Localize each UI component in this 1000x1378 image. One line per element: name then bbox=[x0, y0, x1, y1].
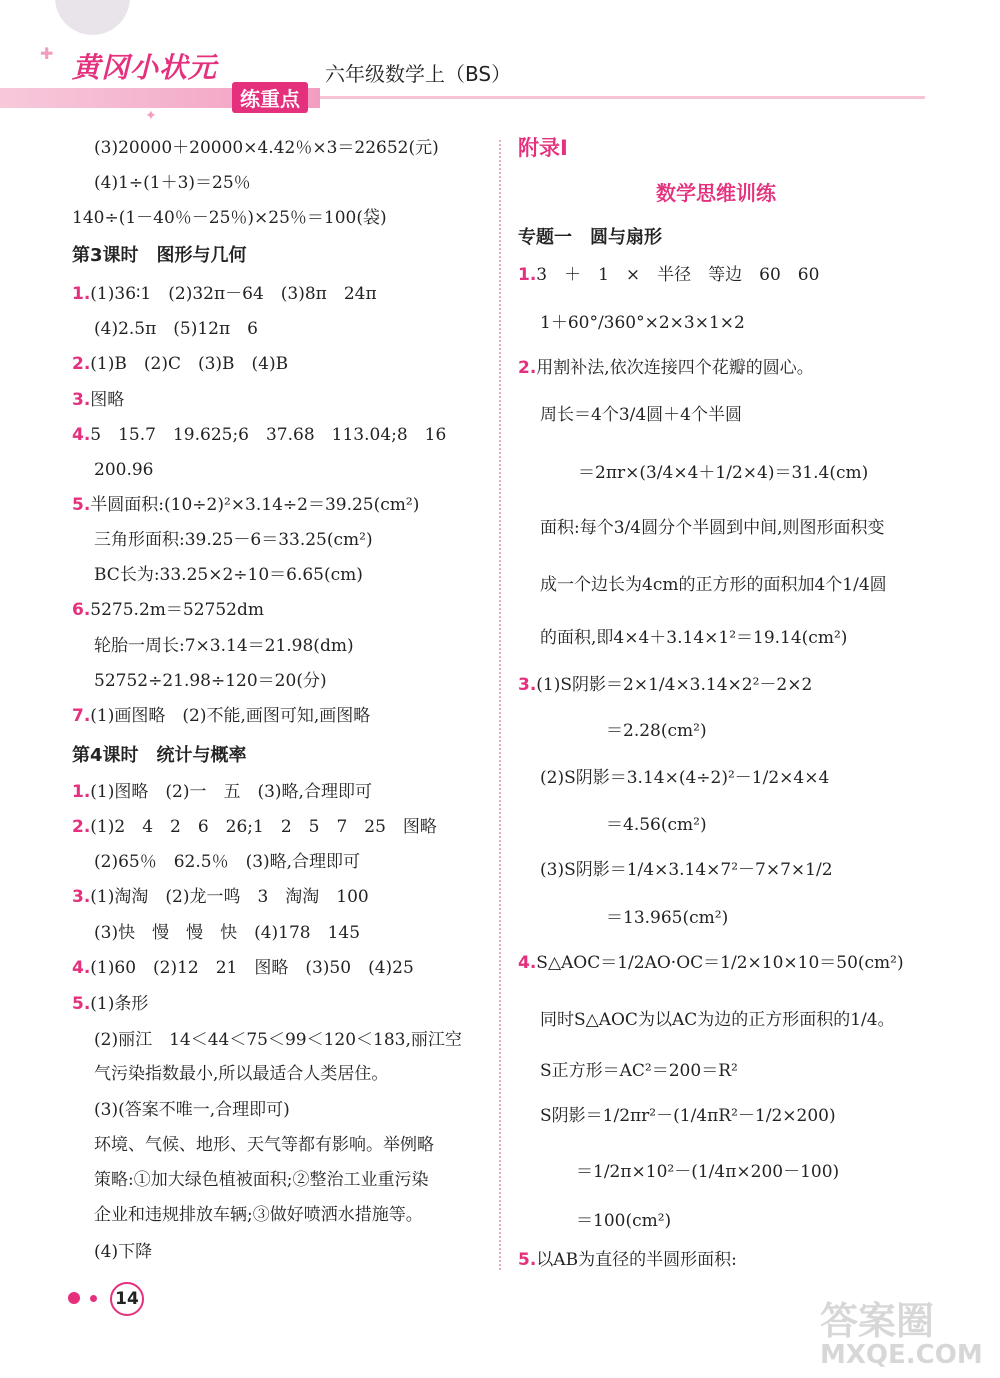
dot-icon bbox=[90, 1295, 97, 1302]
section-heading: 第4课时 统计与概率 bbox=[72, 745, 247, 766]
answer-line: (3)快 慢 慢 快 (4)178 145 bbox=[94, 923, 361, 943]
answer-text: S△AOC＝1/2AO·OC＝1/2×10×10＝50(cm²) bbox=[536, 953, 904, 973]
answer-line: (2)丽江 14＜44＜75＜99＜120＜183,丽江空 bbox=[94, 1030, 462, 1050]
answer-item bbox=[72, 495, 419, 515]
question-number: 4. bbox=[518, 953, 537, 973]
question-number: 3. bbox=[518, 675, 537, 695]
question-number: 1. bbox=[72, 782, 91, 802]
question-number: 1. bbox=[518, 265, 537, 285]
section-heading: 第3课时 图形与几何 bbox=[72, 245, 247, 266]
answer-line: (4)下降 bbox=[94, 1242, 153, 1262]
answer-line: 环境、气候、地形、天气等都有影响。举例略 bbox=[94, 1135, 434, 1155]
section-heading: 专题一 圆与扇形 bbox=[518, 227, 662, 248]
question-number: 2. bbox=[72, 354, 91, 374]
answer-item bbox=[72, 354, 288, 374]
answer-line: 气污染指数最小,所以最适合人类居住。 bbox=[94, 1064, 389, 1084]
question-number: 5. bbox=[518, 1250, 537, 1270]
answer-line: 成一个边长为4cm的正方形的面积加4个1/4圆 bbox=[540, 575, 887, 595]
logo-subtitle: 练重点 bbox=[232, 82, 308, 113]
answer-text: 以AB为直径的半圆形面积: bbox=[536, 1250, 737, 1270]
watermark-url: MXQE.COM bbox=[820, 1340, 983, 1370]
page-header bbox=[0, 0, 1000, 130]
answer-line: BC长为:33.25×2÷10＝6.65(cm) bbox=[94, 565, 363, 585]
column-divider bbox=[499, 140, 501, 1270]
question-number: 4. bbox=[72, 958, 91, 978]
answer-text: 5 15.7 19.625;6 37.68 113.04;8 16 bbox=[90, 425, 447, 445]
answer-line: ＝13.965(cm²) bbox=[606, 908, 729, 928]
answer-line: 面积:每个3/4圆分个半圆到中间,则图形面积变 bbox=[540, 518, 885, 538]
answer-text: 用割补法,依次连接四个花瓣的圆心。 bbox=[536, 358, 814, 378]
answer-text: 3 ＋ 1 × 半径 等边 60 60 bbox=[536, 265, 820, 285]
answer-text: (1)36∶1 (2)32π－64 (3)8π 24π bbox=[90, 284, 377, 304]
question-number: 4. bbox=[72, 425, 91, 445]
answer-item bbox=[72, 958, 414, 978]
answer-text: 图略 bbox=[90, 390, 125, 410]
answer-line: 同时S△AOC为以AC为边的正方形面积的1/4。 bbox=[540, 1010, 895, 1030]
question-number: 6. bbox=[72, 600, 91, 620]
answer-line: S阴影＝1/2πr²－(1/4πR²－1/2×200) bbox=[540, 1106, 836, 1126]
answer-text: (1)条形 bbox=[90, 994, 149, 1014]
answer-item bbox=[72, 817, 437, 837]
answer-line: 52752÷21.98÷120＝20(分) bbox=[94, 671, 327, 691]
answer-line: 企业和违规排放车辆;③做好喷洒水措施等。 bbox=[94, 1205, 423, 1225]
answer-line: 轮胎一周长:7×3.14＝21.98(dm) bbox=[94, 636, 354, 656]
appendix-title: 附录Ⅰ bbox=[518, 136, 568, 160]
answer-line: ＝2.28(cm²) bbox=[606, 721, 707, 741]
question-number: 1. bbox=[72, 284, 91, 304]
answer-line: ＝100(cm²) bbox=[576, 1211, 672, 1231]
answer-line: 的面积,即4×4＋3.14×1²＝19.14(cm²) bbox=[540, 628, 848, 648]
answer-line: (4)2.5π (5)12π 6 bbox=[94, 319, 258, 339]
answer-line: 三角形面积:39.25－6＝33.25(cm²) bbox=[94, 530, 373, 550]
answer-item bbox=[72, 390, 124, 410]
answer-item bbox=[518, 675, 812, 695]
answer-item bbox=[72, 782, 372, 802]
dot-icon bbox=[68, 1292, 80, 1304]
answer-item bbox=[518, 265, 819, 285]
logo: 黄冈小状元 bbox=[72, 51, 218, 84]
page-number: 14 bbox=[110, 1282, 144, 1316]
question-number: 3. bbox=[72, 887, 91, 907]
answer-line: (3)S阴影＝1/4×3.14×7²－7×7×1/2 bbox=[540, 860, 833, 880]
answer-line: ＝4.56(cm²) bbox=[606, 815, 707, 835]
question-number: 7. bbox=[72, 706, 91, 726]
answer-line: ＝2πr×(3/4×4＋1/2×4)＝31.4(cm) bbox=[578, 463, 869, 483]
answer-text: (1)图略 (2)一 五 (3)略,合理即可 bbox=[90, 782, 372, 802]
plus-icon: ✚ bbox=[40, 44, 54, 63]
watermark-logo: 答案圈 bbox=[820, 1299, 935, 1343]
answer-line: (3)(答案不唯一,合理即可) bbox=[94, 1100, 290, 1120]
answer-line: (3)20000＋20000×4.42％×3＝22652(元) bbox=[94, 138, 439, 158]
answer-text: (1)2 4 2 6 26;1 2 5 7 25 图略 bbox=[90, 817, 437, 837]
answer-text: (1)画图略 (2)不能,画图可知,画图略 bbox=[90, 706, 371, 726]
book-title: 六年级数学上（BS） bbox=[325, 62, 512, 86]
logo-decoration bbox=[55, 0, 130, 35]
answer-line: 周长＝4个3/4圆＋4个半圆 bbox=[540, 405, 742, 425]
answer-line: (4)1÷(1＋3)＝25％ bbox=[94, 173, 251, 193]
section-title: 数学思维训练 bbox=[656, 181, 776, 205]
answer-line: (2)65％ 62.5％ (3)略,合理即可 bbox=[94, 852, 361, 872]
answer-item bbox=[72, 994, 148, 1014]
answer-item bbox=[72, 425, 446, 445]
question-number: 5. bbox=[72, 994, 91, 1014]
answer-item bbox=[72, 600, 264, 620]
answer-item bbox=[518, 358, 814, 378]
header-rule bbox=[320, 96, 925, 99]
answer-text: 5275.2m＝52752dm bbox=[90, 600, 264, 620]
question-number: 3. bbox=[72, 390, 91, 410]
question-number: 2. bbox=[72, 817, 91, 837]
answer-line: ＝1/2π×10²－(1/4π×200－100) bbox=[576, 1162, 840, 1182]
question-number: 2. bbox=[518, 358, 537, 378]
answer-text: (1)淘淘 (2)龙一鸣 3 淘淘 100 bbox=[90, 887, 369, 907]
answer-line: 策略:①加大绿色植被面积;②整治工业重污染 bbox=[94, 1170, 429, 1190]
answer-line: 200.96 bbox=[94, 460, 154, 480]
answer-line: 140÷(1－40％－25％)×25％＝100(袋) bbox=[72, 208, 387, 228]
answer-item bbox=[72, 706, 370, 726]
answer-line: (2)S阴影＝3.14×(4÷2)²－1/2×4×4 bbox=[540, 768, 830, 788]
sparkle-icon: ✦ bbox=[145, 108, 157, 124]
answer-line: 1＋60°/360°×2×3×1×2 bbox=[540, 313, 745, 333]
answer-line: S正方形＝AC²＝200＝R² bbox=[540, 1061, 738, 1081]
answer-item bbox=[518, 1250, 737, 1270]
answer-text: (1)S阴影＝2×1/4×3.14×2²－2×2 bbox=[536, 675, 813, 695]
answer-item bbox=[72, 887, 369, 907]
answer-item bbox=[518, 953, 904, 973]
answer-text: (1)B (2)C (3)B (4)B bbox=[90, 354, 289, 374]
answer-text: 半圆面积:(10÷2)²×3.14÷2＝39.25(cm²) bbox=[90, 495, 420, 515]
question-number: 5. bbox=[72, 495, 91, 515]
answer-item bbox=[72, 284, 377, 304]
answer-text: (1)60 (2)12 21 图略 (3)50 (4)25 bbox=[90, 958, 414, 978]
